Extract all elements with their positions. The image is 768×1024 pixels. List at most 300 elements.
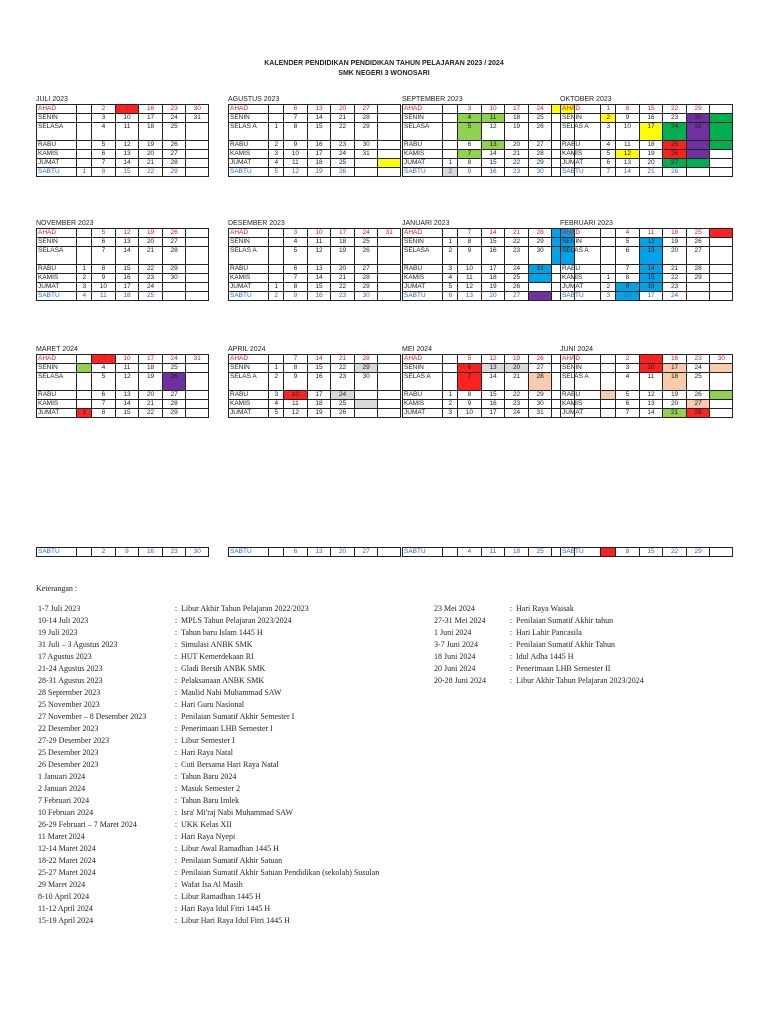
date-cell: 22 [505, 238, 529, 247]
date-cell: 7 [284, 355, 308, 364]
date-cell: 10 [458, 409, 482, 418]
date-cell: 26 [686, 238, 710, 247]
date-cell [378, 247, 401, 265]
date-cell: 2 [269, 141, 284, 150]
date-cell: 26 [331, 168, 355, 177]
month-januari-2023 [402, 219, 575, 301]
day-label: SELASA [403, 247, 443, 265]
date-cell: 8 [92, 265, 116, 274]
date-cell: 6 [443, 292, 458, 301]
date-cell: 22 [331, 364, 355, 373]
date-cell [77, 105, 92, 114]
date-cell: 4 [92, 123, 116, 141]
day-row-kamis [229, 274, 401, 283]
date-cell: 18 [331, 238, 355, 247]
event-item [38, 651, 379, 663]
day-label: JUMAT [37, 159, 77, 168]
date-cell: 27 [162, 238, 186, 247]
date-cell [162, 292, 186, 301]
date-cell: 28 [354, 274, 378, 283]
day-row-sabtu [37, 168, 209, 177]
date-cell: 29 [686, 105, 710, 114]
event-date: 7 Februari 2024 [38, 796, 90, 805]
day-row-selasa [229, 373, 401, 391]
date-cell: 4 [616, 229, 640, 238]
day-row-kamis [37, 274, 209, 283]
date-cell: 24 [331, 150, 355, 159]
date-cell [269, 274, 284, 283]
event-description: Isra' Mi'raj Nabi Muhammad SAW [181, 808, 293, 817]
date-cell: 9 [616, 114, 640, 123]
date-cell: 13 [481, 364, 505, 373]
event-date: 22 Desember 2023 [38, 724, 99, 733]
day-label: SABTU [229, 292, 269, 301]
date-cell [686, 150, 710, 159]
event-colon: : [174, 868, 178, 877]
date-cell: 25 [686, 373, 710, 391]
event-item [38, 783, 379, 795]
day-row-ahad [229, 355, 401, 364]
event-colon: : [174, 772, 178, 781]
date-cell [186, 373, 209, 391]
day-row-rabu [403, 391, 575, 400]
event-description: Pelaksanaan ANBK SMK [181, 676, 265, 685]
date-cell: 16 [307, 141, 331, 150]
day-row-senin [37, 238, 209, 247]
date-cell: 4 [269, 400, 284, 409]
event-date: 25 November 2023 [38, 700, 100, 709]
date-cell: 31 [528, 409, 552, 418]
date-cell: 18 [663, 229, 687, 238]
date-cell [710, 373, 733, 391]
date-cell [378, 292, 401, 301]
day-label: RABU [561, 141, 601, 150]
date-cell: 12 [115, 373, 139, 391]
date-cell: 15 [481, 391, 505, 400]
date-cell: 15 [115, 265, 139, 274]
date-cell [77, 391, 92, 400]
event-date: 10-14 Juli 2023 [38, 616, 89, 625]
day-label: AHAD [403, 105, 443, 114]
day-row-rabu [561, 141, 733, 150]
day-row-rabu [229, 141, 401, 150]
date-cell: 26 [162, 141, 186, 150]
event-item [38, 843, 379, 855]
date-cell: 6 [616, 247, 640, 265]
date-cell: 27 [528, 141, 552, 150]
event-colon: : [174, 844, 178, 853]
date-cell: 24 [354, 229, 378, 238]
event-item [38, 879, 379, 891]
event-colon: : [174, 640, 178, 649]
date-cell: 4 [284, 238, 308, 247]
day-row-rabu [37, 391, 209, 400]
date-cell: 23 [331, 373, 355, 391]
date-cell [378, 238, 401, 247]
event-description: Penilaian Sumatif Akhir tahun [516, 616, 614, 625]
date-cell: 23 [331, 141, 355, 150]
event-date: 1-7 Juli 2023 [38, 604, 81, 613]
date-cell: 31 [528, 265, 552, 274]
date-cell [710, 409, 733, 418]
date-cell: 22 [331, 123, 355, 141]
event-date: 26-29 Februari – 7 Maret 2024 [38, 820, 137, 829]
day-label: RABU [229, 141, 269, 150]
date-cell [354, 391, 378, 400]
event-date: 26 Desember 2023 [38, 760, 99, 769]
day-label: SELAS A [561, 247, 601, 265]
date-cell [601, 391, 616, 400]
event-description: Tahun baru Islam 1445 H [181, 628, 263, 637]
event-description: Penerimaan LHB Semester II [516, 664, 611, 673]
event-colon: : [174, 892, 178, 901]
event-date: 25 Desember 2023 [38, 748, 99, 757]
date-cell: 28 [354, 114, 378, 123]
date-cell: 1 [443, 159, 458, 168]
date-cell [186, 409, 209, 418]
date-cell [601, 409, 616, 418]
day-row-ahad [561, 105, 733, 114]
date-cell: 22 [663, 548, 687, 557]
date-cell [77, 548, 92, 557]
date-cell: 7 [458, 150, 482, 159]
day-label: SABTU [37, 292, 77, 301]
day-row-sabtu [403, 292, 575, 301]
date-cell: 22 [505, 391, 529, 400]
date-cell [443, 105, 458, 114]
month-name: DESEMBER 2023 [228, 220, 285, 227]
date-cell: 23 [663, 114, 687, 123]
date-cell [186, 274, 209, 283]
date-cell: 16 [115, 274, 139, 283]
date-cell: 24 [686, 364, 710, 373]
day-label: SABTU [561, 292, 601, 301]
date-cell: 16 [481, 168, 505, 177]
event-colon: : [174, 916, 178, 925]
event-item [38, 615, 379, 627]
date-cell: 3 [92, 355, 116, 364]
date-cell: 13 [307, 105, 331, 114]
date-cell [686, 141, 710, 150]
date-cell: 8 [284, 283, 308, 292]
date-cell: 27 [354, 548, 378, 557]
date-cell: 13 [115, 391, 139, 400]
date-cell: 31 [354, 150, 378, 159]
day-label: JUMAT [403, 409, 443, 418]
date-cell: 14 [307, 114, 331, 123]
date-cell: 31 [186, 355, 209, 364]
day-label: JUMAT [229, 283, 269, 292]
day-row-selasa [229, 123, 401, 141]
date-cell: 15 [639, 105, 663, 114]
date-cell [354, 409, 378, 418]
day-row-ahad [561, 355, 733, 364]
event-date: 1 Januari 2024 [38, 772, 86, 781]
date-cell: 29 [354, 283, 378, 292]
day-label: SABTU [403, 548, 443, 557]
date-cell: 6 [284, 548, 308, 557]
date-cell: 16 [481, 247, 505, 265]
date-cell [378, 168, 401, 177]
day-row-selasa [561, 373, 733, 391]
day-row-kamis [403, 274, 575, 283]
day-label: KAMIS [561, 150, 601, 159]
day-row-senin [229, 114, 401, 123]
day-row-kamis [561, 150, 733, 159]
date-cell: 16 [307, 373, 331, 391]
day-label: AHAD [403, 355, 443, 364]
event-colon: : [174, 784, 178, 793]
date-cell: 20 [139, 150, 163, 159]
date-cell: 19 [307, 409, 331, 418]
day-label: SENIN [229, 364, 269, 373]
day-label: RABU [561, 391, 601, 400]
date-cell [528, 283, 552, 292]
day-row-jumat [561, 159, 733, 168]
date-cell: 16 [663, 355, 687, 364]
event-date: 25-27 Maret 2024 [38, 868, 96, 877]
date-cell: 23 [663, 283, 687, 292]
date-cell [186, 238, 209, 247]
event-description: Libur Ramadhan 1445 H [181, 892, 261, 901]
day-label: SENIN [561, 238, 601, 247]
date-cell: 9 [458, 247, 482, 265]
month-name: OKTOBER 2023 [560, 96, 612, 103]
date-cell: 6 [284, 265, 308, 274]
date-cell: 10 [284, 391, 308, 400]
date-cell: 21 [139, 247, 163, 265]
date-cell: 17 [307, 150, 331, 159]
event-description: Maulid Nabi Muhammad SAW [181, 688, 282, 697]
date-cell: 19 [481, 283, 505, 292]
month-name: NOVEMBER 2023 [36, 220, 94, 227]
events-left-list [38, 603, 379, 927]
date-cell [186, 123, 209, 141]
date-cell [77, 373, 92, 391]
date-cell: 26 [162, 229, 186, 238]
date-cell: 30 [710, 355, 733, 364]
date-cell: 19 [139, 373, 163, 391]
date-cell: 23 [162, 105, 186, 114]
date-cell: 3 [601, 123, 616, 141]
event-item [434, 675, 644, 687]
event-colon: : [509, 664, 513, 673]
month-november-2023 [36, 219, 209, 301]
day-row-senin [37, 364, 209, 373]
event-item [434, 663, 644, 675]
date-cell: 21 [505, 373, 529, 391]
event-date: 31 Juli – 3 Agustus 2023 [38, 640, 118, 649]
date-cell: 22 [505, 159, 529, 168]
date-cell [269, 265, 284, 274]
event-description: Libur Hari Raya Idul Fitri 1445 H [181, 916, 290, 925]
event-colon: : [509, 616, 513, 625]
date-cell: 28 [686, 265, 710, 274]
event-description: Hari Guru Nasional [181, 700, 245, 709]
event-date: 11 Maret 2024 [38, 832, 85, 841]
day-row-jumat [37, 283, 209, 292]
event-item [38, 639, 379, 651]
date-cell [686, 292, 710, 301]
day-row-jumat [403, 409, 575, 418]
date-cell: 9 [284, 141, 308, 150]
date-cell: 12 [284, 168, 308, 177]
day-label: SABTU [561, 168, 601, 177]
date-cell: 30 [186, 548, 209, 557]
date-cell: 5 [458, 355, 482, 364]
event-item [38, 747, 379, 759]
date-cell: 16 [139, 548, 163, 557]
date-cell: 1 [601, 548, 616, 557]
date-cell: 21 [331, 355, 355, 364]
date-cell: 22 [331, 283, 355, 292]
date-cell: 13 [115, 150, 139, 159]
date-cell: 16 [481, 400, 505, 409]
date-cell: 16 [307, 292, 331, 301]
day-row-kamis [229, 150, 401, 159]
month-oktober-2023 [560, 95, 733, 177]
day-label: RABU [37, 265, 77, 274]
event-item [38, 771, 379, 783]
date-cell: 16 [139, 105, 163, 114]
date-cell: 29 [354, 123, 378, 141]
date-cell: 14 [481, 229, 505, 238]
date-cell [710, 364, 733, 373]
date-cell: 25 [663, 141, 687, 150]
date-cell: 9 [616, 283, 640, 292]
date-cell [710, 141, 733, 150]
date-cell: 20 [505, 141, 529, 150]
event-item [38, 831, 379, 843]
date-cell: 20 [139, 238, 163, 247]
date-cell [710, 274, 733, 283]
date-cell: 6 [92, 238, 116, 247]
date-cell: 5 [616, 391, 640, 400]
date-cell: 17 [481, 409, 505, 418]
event-item [38, 795, 379, 807]
date-cell: 5 [92, 373, 116, 391]
date-cell: 15 [307, 364, 331, 373]
day-row-senin [229, 364, 401, 373]
day-row-rabu [229, 265, 401, 274]
date-cell: 11 [115, 123, 139, 141]
date-cell [378, 159, 401, 168]
date-cell [686, 283, 710, 292]
day-row-jumat [229, 159, 401, 168]
day-label: SENIN [37, 364, 77, 373]
date-cell: 21 [331, 114, 355, 123]
event-description: Hari Raya Idul Fitri 1445 H [181, 904, 271, 913]
day-row-jumat [37, 409, 209, 418]
event-description: Penilaian Sumatif Akhir Tahun [516, 640, 616, 649]
day-label: SABTU [403, 168, 443, 177]
date-cell: 21 [505, 229, 529, 238]
event-colon: : [174, 880, 178, 889]
day-row-kamis [37, 400, 209, 409]
event-date: 18 Juni 2024 [434, 652, 476, 661]
date-cell: 5 [458, 123, 482, 141]
date-cell: 27 [354, 265, 378, 274]
day-label: KAMIS [229, 400, 269, 409]
date-cell: 30 [162, 274, 186, 283]
date-cell: 29 [162, 265, 186, 274]
date-cell: 12 [115, 229, 139, 238]
date-cell [710, 391, 733, 400]
day-label: RABU [37, 141, 77, 150]
date-cell: 26 [528, 355, 552, 364]
day-row-sabtu [37, 292, 209, 301]
event-item [38, 915, 379, 927]
event-description: Penilaian Sumatif Akhir Satuan Pendidikan (sekolah) Susulan [181, 868, 380, 877]
date-cell: 12 [307, 247, 331, 265]
event-description: UKK Kelas XII [181, 820, 232, 829]
date-cell: 10 [115, 114, 139, 123]
date-cell: 12 [616, 150, 640, 159]
date-cell: 20 [639, 159, 663, 168]
date-cell: 2 [269, 292, 284, 301]
date-cell: 5 [269, 409, 284, 418]
day-row-rabu [561, 265, 733, 274]
date-cell: 6 [458, 364, 482, 373]
date-cell: 18 [115, 292, 139, 301]
date-cell [378, 391, 401, 400]
date-cell: 1 [443, 238, 458, 247]
day-label: SABTU [561, 548, 601, 557]
date-cell: 28 [162, 159, 186, 168]
day-row-selasa [403, 373, 575, 391]
day-label: SELASA [37, 373, 77, 391]
event-date: 3-7 Juni 2024 [434, 640, 478, 649]
date-cell: 8 [616, 548, 640, 557]
date-cell [601, 400, 616, 409]
day-row-jumat [37, 159, 209, 168]
date-cell [378, 265, 401, 274]
date-cell: 11 [639, 229, 663, 238]
date-cell: 29 [686, 274, 710, 283]
date-cell: 24 [162, 114, 186, 123]
day-row-senin [561, 364, 733, 373]
date-cell: 8 [616, 274, 640, 283]
date-cell [354, 168, 378, 177]
day-label: JUMAT [229, 409, 269, 418]
date-cell: 23 [505, 168, 529, 177]
date-cell: 10 [616, 292, 640, 301]
date-cell: 30 [354, 373, 378, 391]
date-cell: 30 [528, 400, 552, 409]
date-cell: 2 [92, 105, 116, 114]
date-cell: 2 [601, 283, 616, 292]
date-cell: 22 [139, 168, 163, 177]
day-row-rabu [403, 141, 575, 150]
date-cell: 14 [639, 265, 663, 274]
date-cell [269, 105, 284, 114]
date-cell: 23 [505, 400, 529, 409]
date-cell: 22 [139, 265, 163, 274]
date-cell: 11 [458, 274, 482, 283]
date-cell: 22 [663, 105, 687, 114]
date-cell [378, 409, 401, 418]
day-label: AHAD [561, 229, 601, 238]
day-row-ahad [37, 229, 209, 238]
event-date: 18-22 Maret 2024 [38, 856, 96, 865]
date-cell: 19 [139, 141, 163, 150]
day-row-jumat [561, 283, 733, 292]
day-row-ahad [403, 355, 575, 364]
event-item [38, 735, 379, 747]
date-cell [710, 283, 733, 292]
date-cell: 14 [639, 409, 663, 418]
date-cell: 1 [269, 123, 284, 141]
